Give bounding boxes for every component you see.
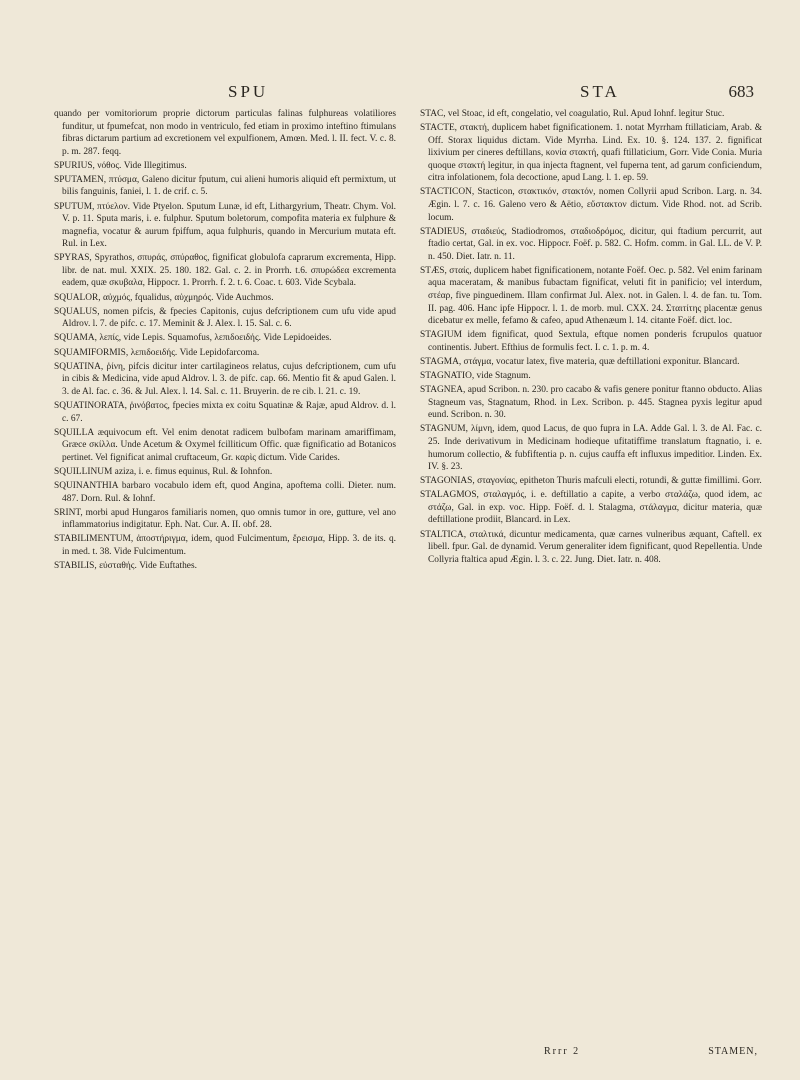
entry-paragraph: STACTICON, Stacticon, στακτικόν, στακτόν, nomen Collyrii apud Scribon. Larg. n. 34. Ægin. l. 7. c. 16. Galeno vero & Aëtio, εὔστακτον dictum. Vide Rhod. not. ad Scrib. locum. xyxy=(420,187,762,223)
entry-paragraph: SQUATINA, ῥίνη, pifcis dicitur inter cartilagineos relatus, cujus defcriptionem, cum ufu in cibis & Medicina, vide apud Aldrov. l. 3. de pifc. cap. 66. Mentio fit & apud Galen. l. 3. de Al. fac. c. 36. & Jul. Alex. l. 14. Sal. c. 11. Bruyerin. de re cib. l. 21. c. 19. xyxy=(54,361,396,397)
running-head-left: SPU xyxy=(228,82,269,101)
signature-mark: Rrrr 2 xyxy=(544,1046,581,1057)
entry-paragraph: quando per vomitoriorum proprie dictorum particulas falinas fulphureas volatiliores funditur, ut fpumefcat, non modo in ventriculo, fed etiam in proximo inteftino ftimulans fibras dictarum partium ad excretionem vel expulfionem, Amœn. Med. l. II. fect. V. c. 8. p. m. 287. feqq. xyxy=(54,109,396,157)
entry-paragraph: SPUTAMEN, πτύσμα, Galeno dicitur fputum, cui alieni humoris aliquid eft permixtum, ut bilis fanguinis, faniei, l. 1. de crif. c. 5. xyxy=(54,174,396,198)
catchword: STAMEN, xyxy=(708,1046,758,1057)
entry-paragraph: SQUAMIFORMIS, λεπιδοειδής. Vide Lepidofarcoma. xyxy=(54,347,260,358)
entry-paragraph: SQUILLINUM aziza, i. e. fimus equinus, Rul. & Iohnfon. xyxy=(54,466,273,477)
entry-paragraph: STAGMA, στάγμα, vocatur latex, five materia, quæ deftillationi exponitur. Blancard. xyxy=(420,356,740,367)
entry-paragraph: SQUATINORATA, ῥινόβατος, fpecies mixta ex coitu Squatinæ & Rajæ, apud Aldrov. d. l. c. 67. xyxy=(54,400,396,424)
entry-paragraph: SPYRAS, Spyrathos, σπυράς, σπύραθος, fignificat globulofa caprarum excrementa, Hipp. libr. de nat. mul. XXIX. 25. 180. 182. Gal. c. 2. in Prorrh. t.6. σπυρώδεα excrementa eadem, quæ σκυβαλα, Hippocr. 1. Prorrh. f. 2. t. 6. Coac. t. 603. Vide Scybala. xyxy=(54,253,396,289)
entry-paragraph: SRINT, morbi apud Hungaros familiaris nomen, quo omnis tumor in ore, gutture, vel ano inflammatorius indigitatur. Eph. Nat. Cur. A. II. obf. 28. xyxy=(54,507,396,531)
entry-paragraph: STAGNEA, apud Scribon. n. 230. pro cacabo & vafis genere ponitur ftanno obducto. Alias Stagneum vas, Stagnatum, Rhod. in Lex. Scribon. p. 445. Stagnea pyxis legitur apud eund. Scribon. n. 30. xyxy=(420,385,762,421)
page-number: 683 xyxy=(728,82,754,101)
entry-paragraph: STABILIMENTUM, ἀποστήριγμα, idem, quod Fulcimentum, ἔρεισμα, Hipp. 3. de its. q. in med. t. 38. Vide Fulcimentum. xyxy=(54,534,396,557)
entry-paragraph: SQUALOR, αὐχμός, fqualidus, αὐχμηρός. Vide Auchmos. xyxy=(54,292,274,303)
entry-paragraph: SPUTUM, πτύελον. Vide Ptyelon. Sputum Lunæ, id eft, Lithargyrium, Theatr. Chym. Vol. V. p. 11. Sputa maris, i. e. fulphur. Sputum boletorum, compofita materia ex fulphure & magnefia, vocatur & aurum fpiffum, aqua fulphuris, quando in Mercurium mutata eft. Rul. in Lex. xyxy=(54,201,396,250)
page-footer xyxy=(420,1046,762,1062)
running-head-right: STA xyxy=(580,82,620,101)
entry-paragraph: STALTICA, σταλτικά, dicuntur medicamenta, quæ carnes vulneribus æquant, Caftell. ex libell. fpur. Gal. de dynamid. Verum generaliter idem fignificant, quod Repellentia. Unde Collyria ftaltica apud Ægin. l. 3. c. 22. Jung. Diet. Iatr. n. 408. xyxy=(420,529,762,565)
entry-paragraph: STADIEUS, σταδιεύς, Stadiodromos, σταδιοδρόμος, dicitur, qui ftadium percurrit, aut ftadio certat, Gal. in ex. voc. Hippocr. Foëf. p. 582. C. Hofm. comm. in Gal. LL. de V. P. n. 450. Diet. Iatr. n. 11. xyxy=(420,226,762,262)
entry-paragraph: SQUAMA, λεπίς, vide Lepis. Squamofus, λεπιδοειδής. Vide Lepidoeides. xyxy=(54,333,332,344)
entry-paragraph: SQUALUS, nomen pifcis, & fpecies Capitonis, cujus defcriptionem cum ufu vide apud Aldrov. l. 7. de pifc. c. 17. Meminit & J. Alex. l. 15. Sal. c. 6. xyxy=(54,306,396,330)
entry-paragraph: STALAGMOS, σταλαγμός, i. e. deftillatio a capite, a verbo σταλάζω, quod idem, ac στάζω, Gal. in exp. voc. Hipp. Foëf. d. l. Stalagma, στάλαγμα, dicitur materia, quæ deftillatione prodiit, Blancard. in Lex. xyxy=(420,490,762,526)
entry-paragraph: SQUILLA æquivocum eft. Vel enim denotat radicem bulbofam marinam amariffimam, Græce σκίλλα. Unde Acetum & Oxymel fcilliticum Offic. quæ fignificatio ad Botanicos pertinet. Vel fignificat animal cruftaceum, Gr. καρὶς dictum. Vide Carides. xyxy=(54,427,396,463)
entry-paragraph: STAGIUM idem fignificat, quod Sextula, eftque nomen ponderis fcrupulos quatuor continentis. Jubert. Efthius de formulis fect. I. c. 1. p. m. 4. xyxy=(420,330,762,353)
entry-paragraph: STACTE, στακτή, duplicem habet fignificationem. 1. notat Myrrham ftillaticiam, Arab. & Off. Storax liquidus dictam. Vide Myrrha. Lind. Ex. 10. §. 124. 137. 2. fignificat lixivium per cineres deftillans, κονία στακτή, quafi ftillaticium, Gorr. Vide Conia. Muria quoque στακτή legitur, in qua injecta ftagnent, vel fuperna tent, ad garum conficiendum, citra infolationem, fola decoctione, apud Lang. l. 1. ep. 59. xyxy=(420,123,762,184)
entry-paragraph: STAC, vel Stoac, id eft, congelatio, vel coagulatio, Rul. Apud Iohnf. legitur Stuc. xyxy=(420,109,725,119)
right-column xyxy=(420,108,762,568)
entry-paragraph: STÆS, σταίς, duplicem habet fignificationem, notante Foëf. Oec. p. 582. Vel enim farinam aqua maceratam, & manibus fubactam fignificat, veluti fit in panificio; vel interdum, στέαρ, five pinguedinem. Illam confirmat Jul. Alex. not. in Galen. l. 4. de fan. tu. Tom. II. pag. 406. Hanc ipfe Hippocr. l. 1. de morb. mul. CXX. 24. Σταιτίτης placentæ genus dicebatur ex melle, fefamo & cafeo, apud Athenæum l. 14. citante Foëf. dict. loc. xyxy=(420,265,762,327)
entry-paragraph: STAGONIAS, σταγονίας, epitheton Thuris mafculi electi, rotundi, & guttæ fimillimi. Gorr. xyxy=(420,476,762,487)
entry-paragraph: SQUINANTHIA barbaro vocabulo idem eft, quod Angina, apoftema colli. Dieter. num. 487. Dorn. Rul. & Iohnf. xyxy=(54,481,396,504)
running-header xyxy=(48,82,760,102)
entry-paragraph: SPURIUS, νόθος. Vide Illegitimus. xyxy=(54,160,187,171)
entry-paragraph: STAGNATIO, vide Stagnum. xyxy=(420,371,531,382)
entry-paragraph: STAGNUM, λίμνη, idem, quod Lacus, de quo fupra in LA. Adde Gal. l. 3. de Al. Fac. c. 25. Inde derivativum in Medicinam hodieque ufitatiffime translatum ftagnatio, i. e. humorum collectio, & fubfiftentia p. n. cujus cauffa eft influxus impeditior. Linden. Ex. IV. §. 23. xyxy=(420,424,762,473)
left-column xyxy=(54,108,396,574)
entry-paragraph: STABILIS, εὐσταθής. Vide Euftathes. xyxy=(54,561,197,572)
